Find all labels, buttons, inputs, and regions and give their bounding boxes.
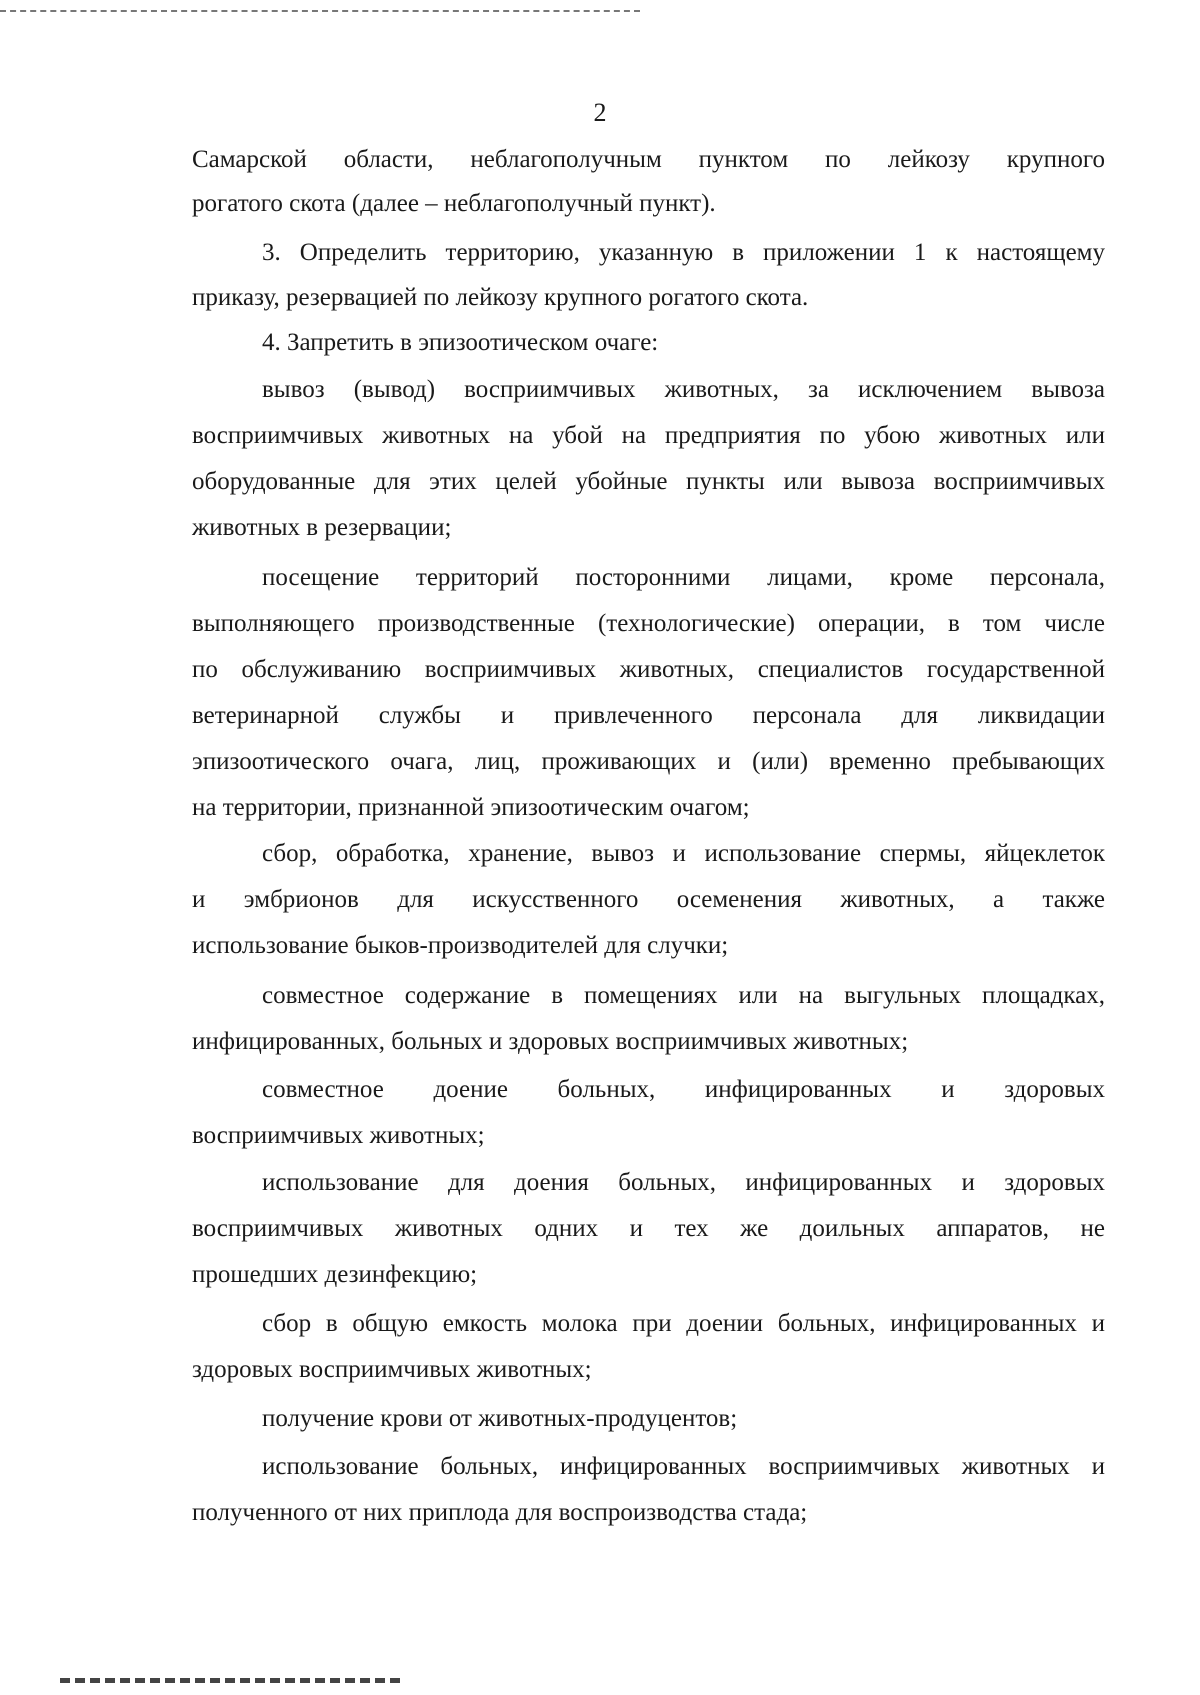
paragraph-line: использование больных, инфицированных восприимчивых животных и <box>262 1453 1105 1480</box>
paragraph-line: восприимчивых животных; <box>192 1122 485 1149</box>
paragraph-line: сбор, обработка, хранение, вывоз и использование спермы, яйцеклеток <box>262 840 1105 867</box>
paragraph-line: оборудованные для этих целей убойные пункты или вывоза восприимчивых <box>192 468 1105 495</box>
paragraph-line: восприимчивых животных на убой на предприятия по убою животных или <box>192 422 1105 449</box>
paragraph-line: здоровых восприимчивых животных; <box>192 1356 592 1383</box>
paragraph-line: восприимчивых животных одних и тех же доильных аппаратов, не <box>192 1215 1105 1242</box>
scan-edge-bottom <box>60 1678 400 1683</box>
paragraph-line: прошедших дезинфекцию; <box>192 1261 478 1288</box>
paragraph-line: совместное доение больных, инфицированных и здоровых <box>262 1076 1105 1103</box>
paragraph-line: использование быков-производителей для случки; <box>192 932 729 959</box>
paragraph-line: рогатого скота (далее – неблагополучный пункт). <box>192 190 716 217</box>
paragraph-line: использование для доения больных, инфицированных и здоровых <box>262 1169 1105 1196</box>
paragraph-line: получение крови от животных-продуцентов; <box>262 1405 738 1432</box>
paragraph-line: совместное содержание в помещениях или на выгульных площадках, <box>262 982 1105 1009</box>
paragraph-line: инфицированных, больных и здоровых восприимчивых животных; <box>192 1028 909 1055</box>
paragraph-line: сбор в общую емкость молока при доении больных, инфицированных и <box>262 1310 1105 1337</box>
scan-edge-top <box>0 10 640 12</box>
paragraph-line: выполняющего производственные (технологические) операции, в том числе <box>192 610 1105 637</box>
paragraph-line: приказу, резервацией по лейкозу крупного рогатого скота. <box>192 284 809 311</box>
paragraph-line: и эмбрионов для искусственного осеменения животных, а также <box>192 886 1105 913</box>
paragraph-line: полученного от них приплода для воспроизводства стада; <box>192 1499 808 1526</box>
paragraph-line: посещение территорий посторонними лицами, кроме персонала, <box>262 564 1105 591</box>
paragraph-line: по обслуживанию восприимчивых животных, специалистов государственной <box>192 656 1105 683</box>
paragraph-line: животных в резервации; <box>192 514 452 541</box>
paragraph-line: эпизоотического очага, лиц, проживающих и (или) временно пребывающих <box>192 748 1105 775</box>
page-number: 2 <box>593 98 607 127</box>
paragraph-line: 4. Запретить в эпизоотическом очаге: <box>262 329 659 356</box>
paragraph-line: вывоз (вывод) восприимчивых животных, за исключением вывоза <box>262 376 1105 403</box>
paragraph-line: Самарской области, неблагополучным пунктом по лейкозу крупного <box>192 146 1105 173</box>
paragraph-line: ветеринарной службы и привлеченного персонала для ликвидации <box>192 702 1105 729</box>
paragraph-line: на территории, признанной эпизоотическим очагом; <box>192 794 750 821</box>
paragraph-line: 3. Определить территорию, указанную в приложении 1 к настоящему <box>262 239 1105 266</box>
